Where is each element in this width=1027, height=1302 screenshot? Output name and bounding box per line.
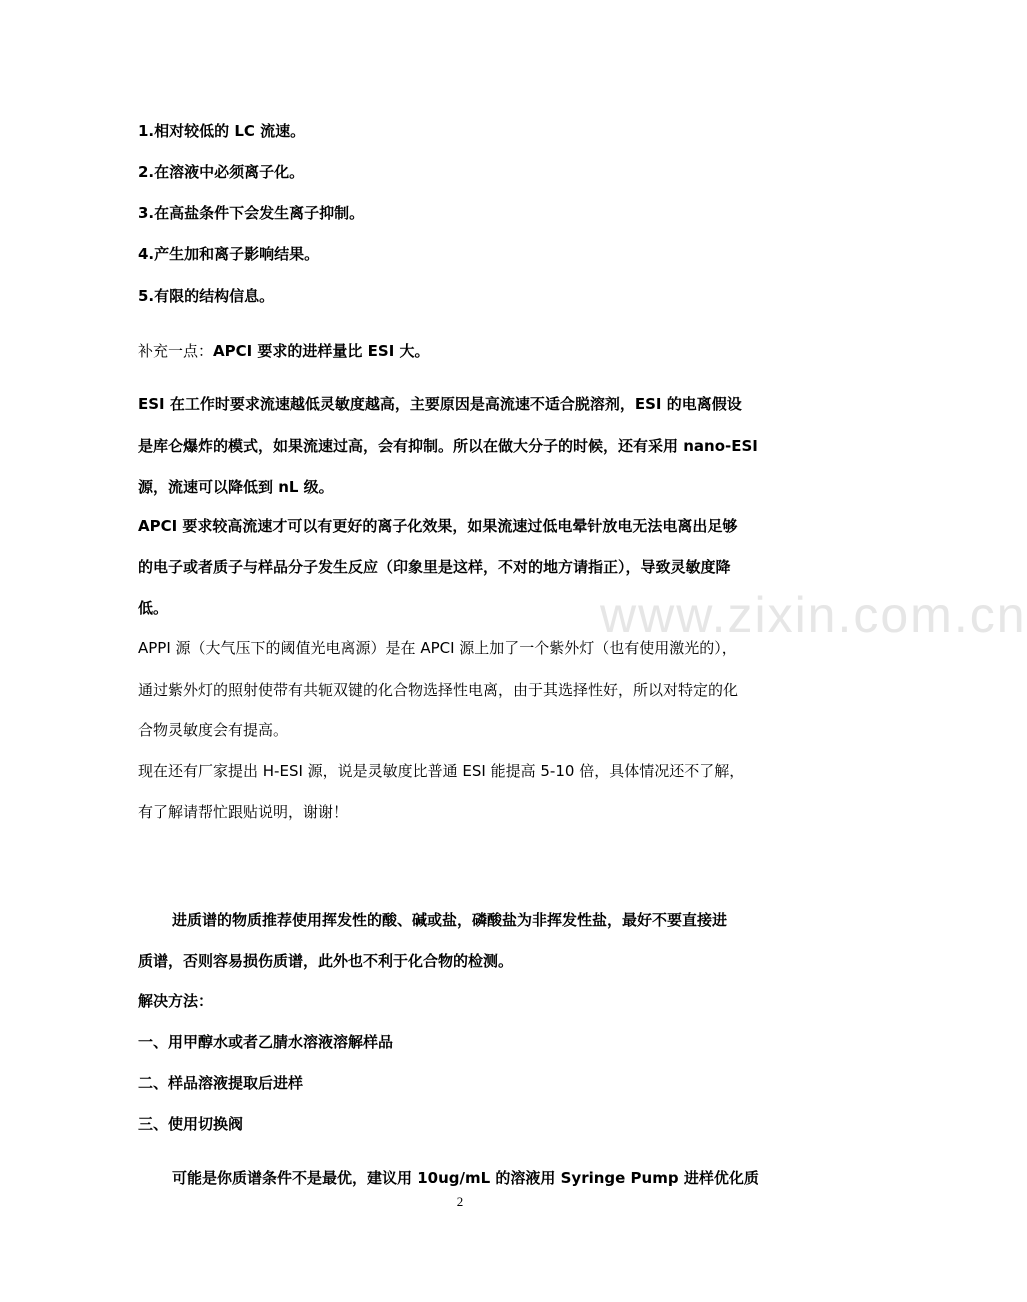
list-item: 5.有限的结构信息。 [138,287,275,305]
list-item: 1.相对较低的 LC 流速。 [138,122,306,140]
hesi-paragraph-line: 有了解请帮忙跟贴说明，谢谢！ [138,803,349,821]
last-paragraph-line: 可能是你质谱条件不是最优，建议用 10ug/mL 的溶液用 Syringe Pump 进样优化质 [172,1169,759,1187]
esi-paragraph-line: 源，流速可以降低到 nL 级。 [138,478,334,496]
supplement-label: 补充一点： [138,342,214,360]
salt-paragraph-line: 进质谱的物质推荐使用挥发性的酸、碱或盐，磷酸盐为非挥发性盐，最好不要直接进 [172,911,728,929]
esi-paragraph-line: 是库仑爆炸的模式，如果流速过高，会有抑制。所以在做大分子的时候，还有采用 nano-ESI [138,437,758,455]
page-number: 2 [456,1194,464,1209]
appi-paragraph-line: 通过紫外灯的照射使带有共轭双键的化合物选择性电离，由于其选择性好，所以对特定的化 [138,681,739,699]
apci-paragraph-line: 的电子或者质子与样品分子发生反应（印象里是这样，不对的地方请指正），导致灵敏度降 [138,558,731,576]
hesi-paragraph-line: 现在还有厂家提出 H-ESI 源，说是灵敏度比普通 ESI 能提高 5-10 倍，具体情况还不了解， [138,762,745,780]
supplement-line [138,341,430,361]
apci-paragraph-line: APCI 要求较高流速才可以有更好的离子化效果，如果流速过低电晕针放电无法电离出足够 [138,517,738,535]
list-item: 2.在溶液中必须离子化。 [138,163,305,181]
list-item: 3.在高盐条件下会发生离子抑制。 [138,204,365,222]
solution-item: 一、用甲醇水或者乙腈水溶液溶解样品 [138,1033,394,1051]
salt-paragraph-line: 质谱，否则容易损伤质谱，此外也不利于化合物的检测。 [138,952,514,970]
solution-item: 二、样品溶液提取后进样 [138,1074,304,1092]
appi-paragraph-line: APPI 源（大气压下的阈值光电离源）是在 APCI 源上加了一个紫外灯（也有使用激光的）， [138,639,737,657]
solution-title: 解决方法： [138,992,214,1010]
supplement-text: APCI 要求的进样量比 ESI 大。 [213,342,430,360]
apci-paragraph-line: 低。 [138,599,169,617]
esi-paragraph-line: ESI 在工作时要求流速越低灵敏度越高，主要原因是高流速不适合脱溶剂，ESI 的电离假设 [138,395,742,413]
list-item: 4.产生加和离子影响结果。 [138,245,320,263]
appi-paragraph-line: 合物灵敏度会有提高。 [138,721,289,739]
solution-item: 三、使用切换阀 [138,1115,244,1133]
watermark: www.zixin.com.cn [600,587,1027,643]
